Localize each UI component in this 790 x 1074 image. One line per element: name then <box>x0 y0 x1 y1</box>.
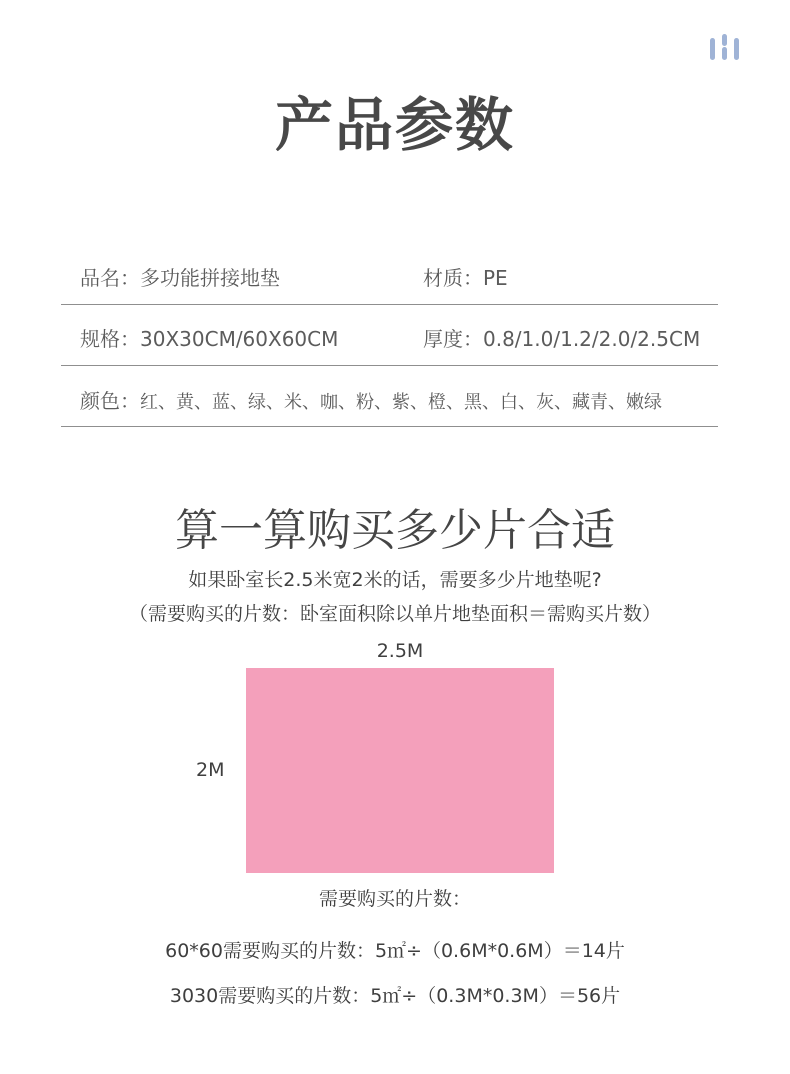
calc-line-30: 3030需要购买的片数：5㎡÷（0.3M*0.3M）＝56片 <box>169 985 621 1007</box>
spec-material-value: PE <box>483 266 508 290</box>
spec-name-label: 品名： <box>80 266 140 290</box>
calculator-title: 算一算购买多少片合适 <box>175 505 615 556</box>
room-height-label: 2M <box>196 759 225 781</box>
spec-row <box>61 366 718 427</box>
spec-size-label: 规格： <box>80 327 140 351</box>
calc-line-60: 60*60需要购买的片数：5㎡÷（0.6M*0.6M）＝14片 <box>165 940 625 962</box>
spec-size <box>80 323 338 352</box>
spec-size-value: 30X30CM/60X60CM <box>140 327 339 351</box>
brand-logo-icon <box>708 34 748 64</box>
spec-color <box>80 385 662 414</box>
spec-color-label: 颜色： <box>80 389 140 413</box>
spec-name <box>80 262 280 291</box>
calculator-formula: （需要购买的片数：卧室面积除以单片地垫面积＝需购买片数） <box>128 603 661 625</box>
spec-material-label: 材质： <box>423 266 483 290</box>
spec-color-value: 红、黄、蓝、绿、米、咖、粉、紫、橙、黑、白、灰、藏青、嫩绿 <box>140 392 662 413</box>
calculator-question: 如果卧室长2.5米宽2米的话，需要多少片地垫呢? <box>188 569 602 591</box>
spec-name-value: 多功能拼接地垫 <box>140 266 280 290</box>
pieces-label: 需要购买的片数： <box>318 888 471 910</box>
spec-thickness <box>423 323 700 352</box>
spec-thickness-value: 0.8/1.0/1.2/2.0/2.5CM <box>483 327 701 351</box>
spec-row <box>61 244 718 305</box>
spec-row <box>61 305 718 366</box>
room-width-label: 2.5M <box>376 640 424 662</box>
spec-table <box>61 244 718 427</box>
spec-thickness-label: 厚度： <box>423 327 483 351</box>
room-diagram <box>246 668 554 873</box>
spec-material <box>423 262 508 291</box>
page-title: 产品参数 <box>274 91 515 159</box>
